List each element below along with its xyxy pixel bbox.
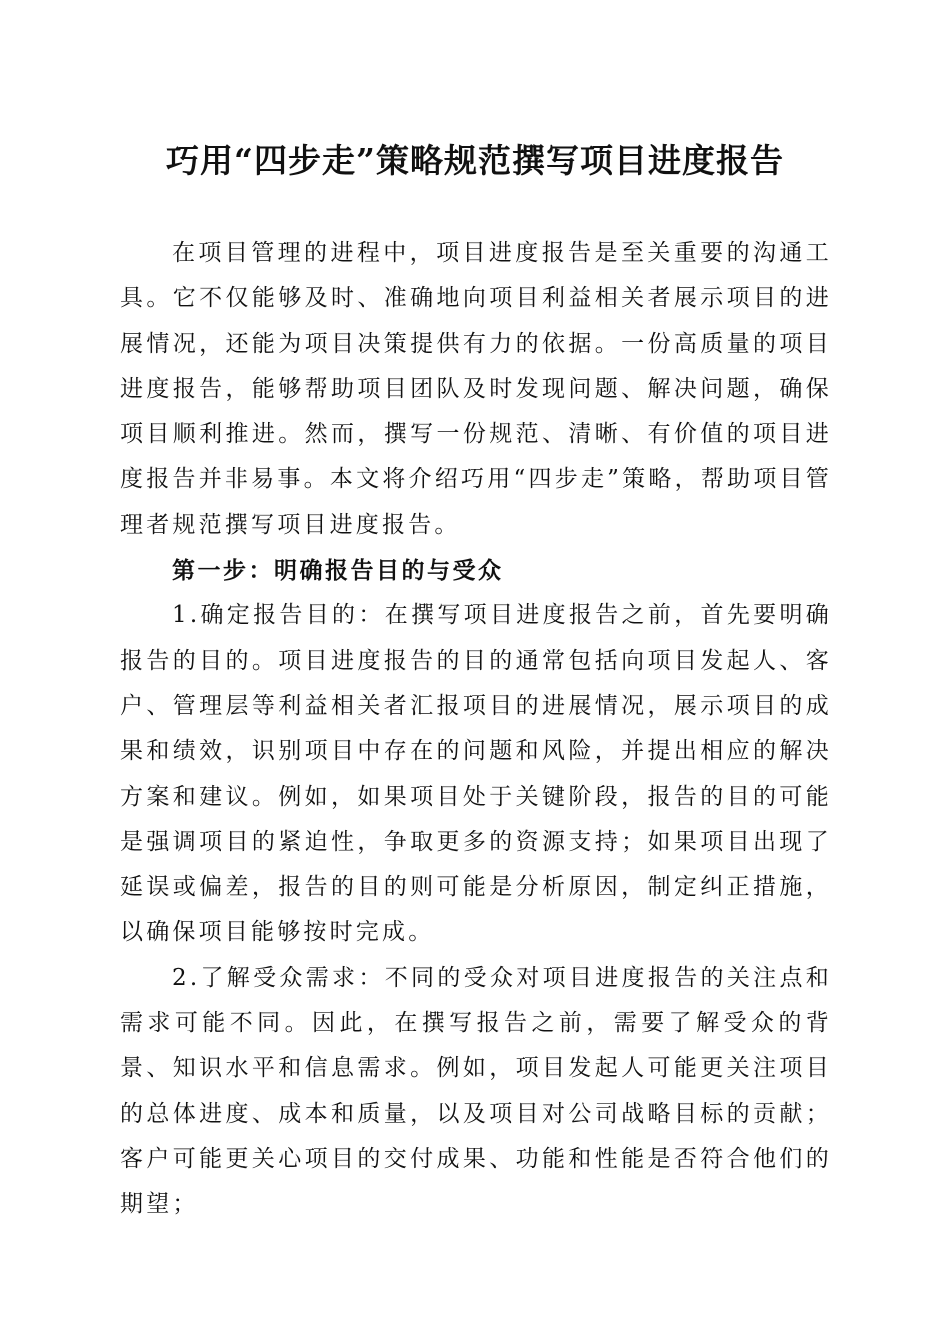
intro-paragraph: 在项目管理的进程中，项目进度报告是至关重要的沟通工具。它不仅能够及时、准确地向项目利益相关者展示项目的进展情况，还能为项目决策提供有力的依据。一份高质量的项目进度报告，能够帮助项目团队及时发现问题、解决问题，确保项目顺利推进。然而，撰写一份规范、清晰、有价值的项目进度报告并非易事。本文将介绍巧用“四步走”策略，帮助项目管理者规范撰写项目进度报告。 [120,240,832,538]
paragraph-determine-purpose: 1.确定报告目的：在撰写项目进度报告之前，首先要明确报告的目的。项目进度报告的目的通常包括向项目发起人、客户、管理层等利益相关者汇报项目的进展情况，展示项目的成果和绩效，识别项目中存在的问题和风险，并提出相应的解决方案和建议。例如，如果项目处于关键阶段，报告的目的可能是强调项目的紧迫性，争取更多的资源支持；如果项目出现了延误或偏差，报告的目的则可能是分析原因，制定纠正措施，以确保项目能够按时完成。 [120,602,832,946]
section-heading-step-one: 第一步：明确报告目的与受众 [172,557,504,585]
document-title: 巧用“四步走”策略规范撰写项目进度报告 [166,141,784,180]
paragraph-understand-audience: 2.了解受众需求：不同的受众对项目进度报告的关注点和需求可能不同。因此，在撰写报告之前，需要了解受众的背景、知识水平和信息需求。例如，项目发起人可能更关注项目的总体进度、成本和质量，以及项目对公司战略目标的贡献；客户可能更关心项目的交付成果、功能和性能是否符合他们的期望； [120,964,832,1218]
document-body [120,231,832,1228]
